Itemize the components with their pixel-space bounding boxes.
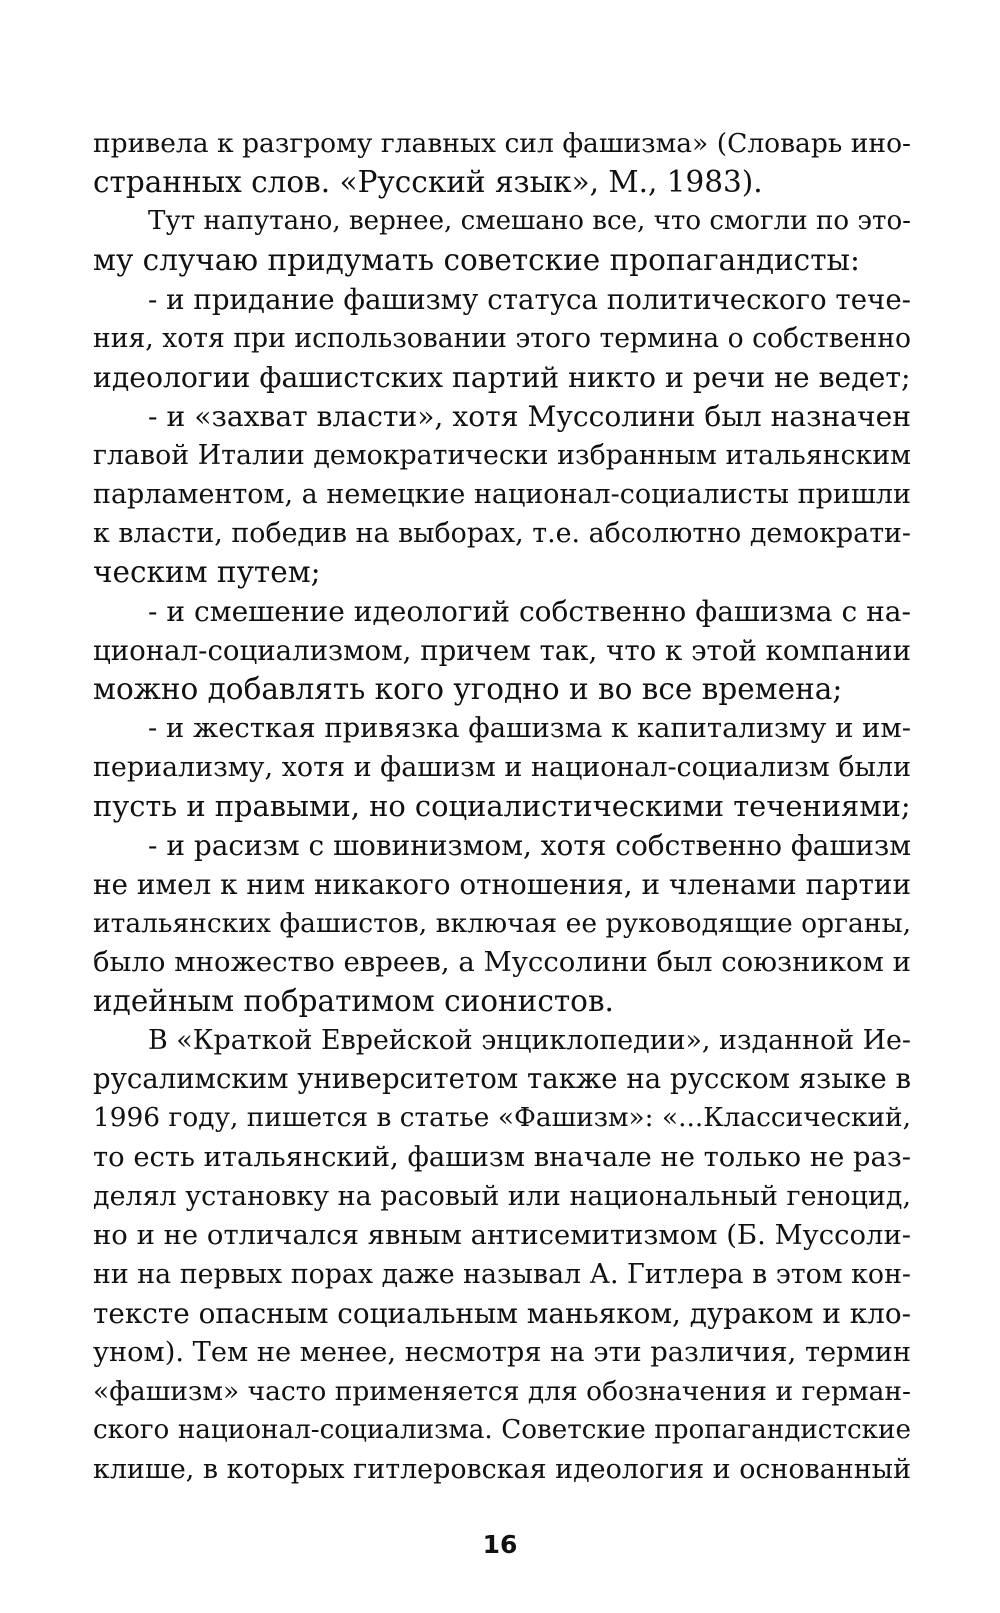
text-line: - и жесткая привязка фашизма к капитализму и им- (148, 713, 911, 744)
text-line: ческим путем; (93, 555, 321, 589)
text-line: уном). Тем не менее, несмотря на эти различия, термин (93, 1337, 911, 1368)
text-line: ционал-социализмом, причем так, что к этой компании (93, 634, 911, 667)
text-line: идеологии фашистских партий никто и речи не ведет; (93, 361, 911, 394)
text-line: пусть и правыми, но социалистическими течениями; (93, 789, 911, 823)
body-text (93, 124, 911, 1489)
text-line: главой Италии демократически избранным итальянским (93, 440, 911, 471)
text-line: не имел к ним никакого отношения, и членами партии (93, 868, 911, 901)
text-line: - и расизм с шовинизмом, хотя собственно фашизм (148, 829, 911, 862)
text-line: парламентом, а немецкие национал-социалисты пришли (93, 479, 911, 510)
text-line: то есть итальянский, фашизм вначале не только не раз- (93, 1142, 911, 1173)
text-line: му случаю придумать советские пропагандисты: (93, 243, 860, 277)
text-line: странных слов. «Русский язык», М., 1983). (93, 165, 763, 199)
text-line: было множество евреев, а Муссолини был союзником и (93, 946, 911, 978)
text-line: тексте опасным социальным маньяком, дураком и кло- (93, 1297, 911, 1330)
text-line: - и смешение идеологий собственно фашизма с на- (148, 595, 911, 628)
text-line: 1996 году, пишется в статье «Фашизм»: «...Классический, (93, 1103, 911, 1133)
text-line: идейным побратимом сионистов. (93, 984, 614, 1018)
text-line: клише, в которых гитлеровская идеология и основанный (93, 1454, 911, 1485)
text-line: - и придание фашизму статуса политического тече- (148, 283, 911, 316)
text-line: Тут напутано, вернее, смешано все, что смогли по это- (148, 206, 911, 236)
text-line: русалимским университетом также на русском языке в (93, 1063, 911, 1095)
text-line: В «Краткой Еврейской энциклопедии», изданной Ие- (148, 1025, 911, 1056)
text-line: «фашизм» часто применяется для обозначения и герман- (93, 1376, 911, 1407)
text-line: ского национал-социализма. Советские пропагандистские (93, 1415, 911, 1445)
text-line: но и не отличался явным антисемитизмом (Б. Муссоли- (93, 1220, 911, 1251)
text-line: ни на первых порах даже называл А. Гитлера в этом кон- (93, 1259, 911, 1290)
text-line: к власти, победив на выборах, т.е. абсолютно демократи- (93, 518, 911, 549)
text-line: делял установку на расовый или национальный геноцид, (93, 1181, 911, 1212)
page-number: 16 (482, 1530, 518, 1559)
text-line: привела к разгрому главных сил фашизма» (Словарь ино- (93, 128, 911, 159)
text-line: - и «захват власти», хотя Муссолини был назначен (148, 400, 911, 433)
text-line: итальянских фашистов, включая ее руководящие органы, (93, 908, 911, 939)
text-line: ния, хотя при использовании этого термина о собственно (93, 323, 911, 354)
text-line: периализму, хотя и фашизм и национал-социализм были (93, 752, 911, 783)
text-line: можно добавлять кого угодно и во все времена; (93, 672, 843, 706)
